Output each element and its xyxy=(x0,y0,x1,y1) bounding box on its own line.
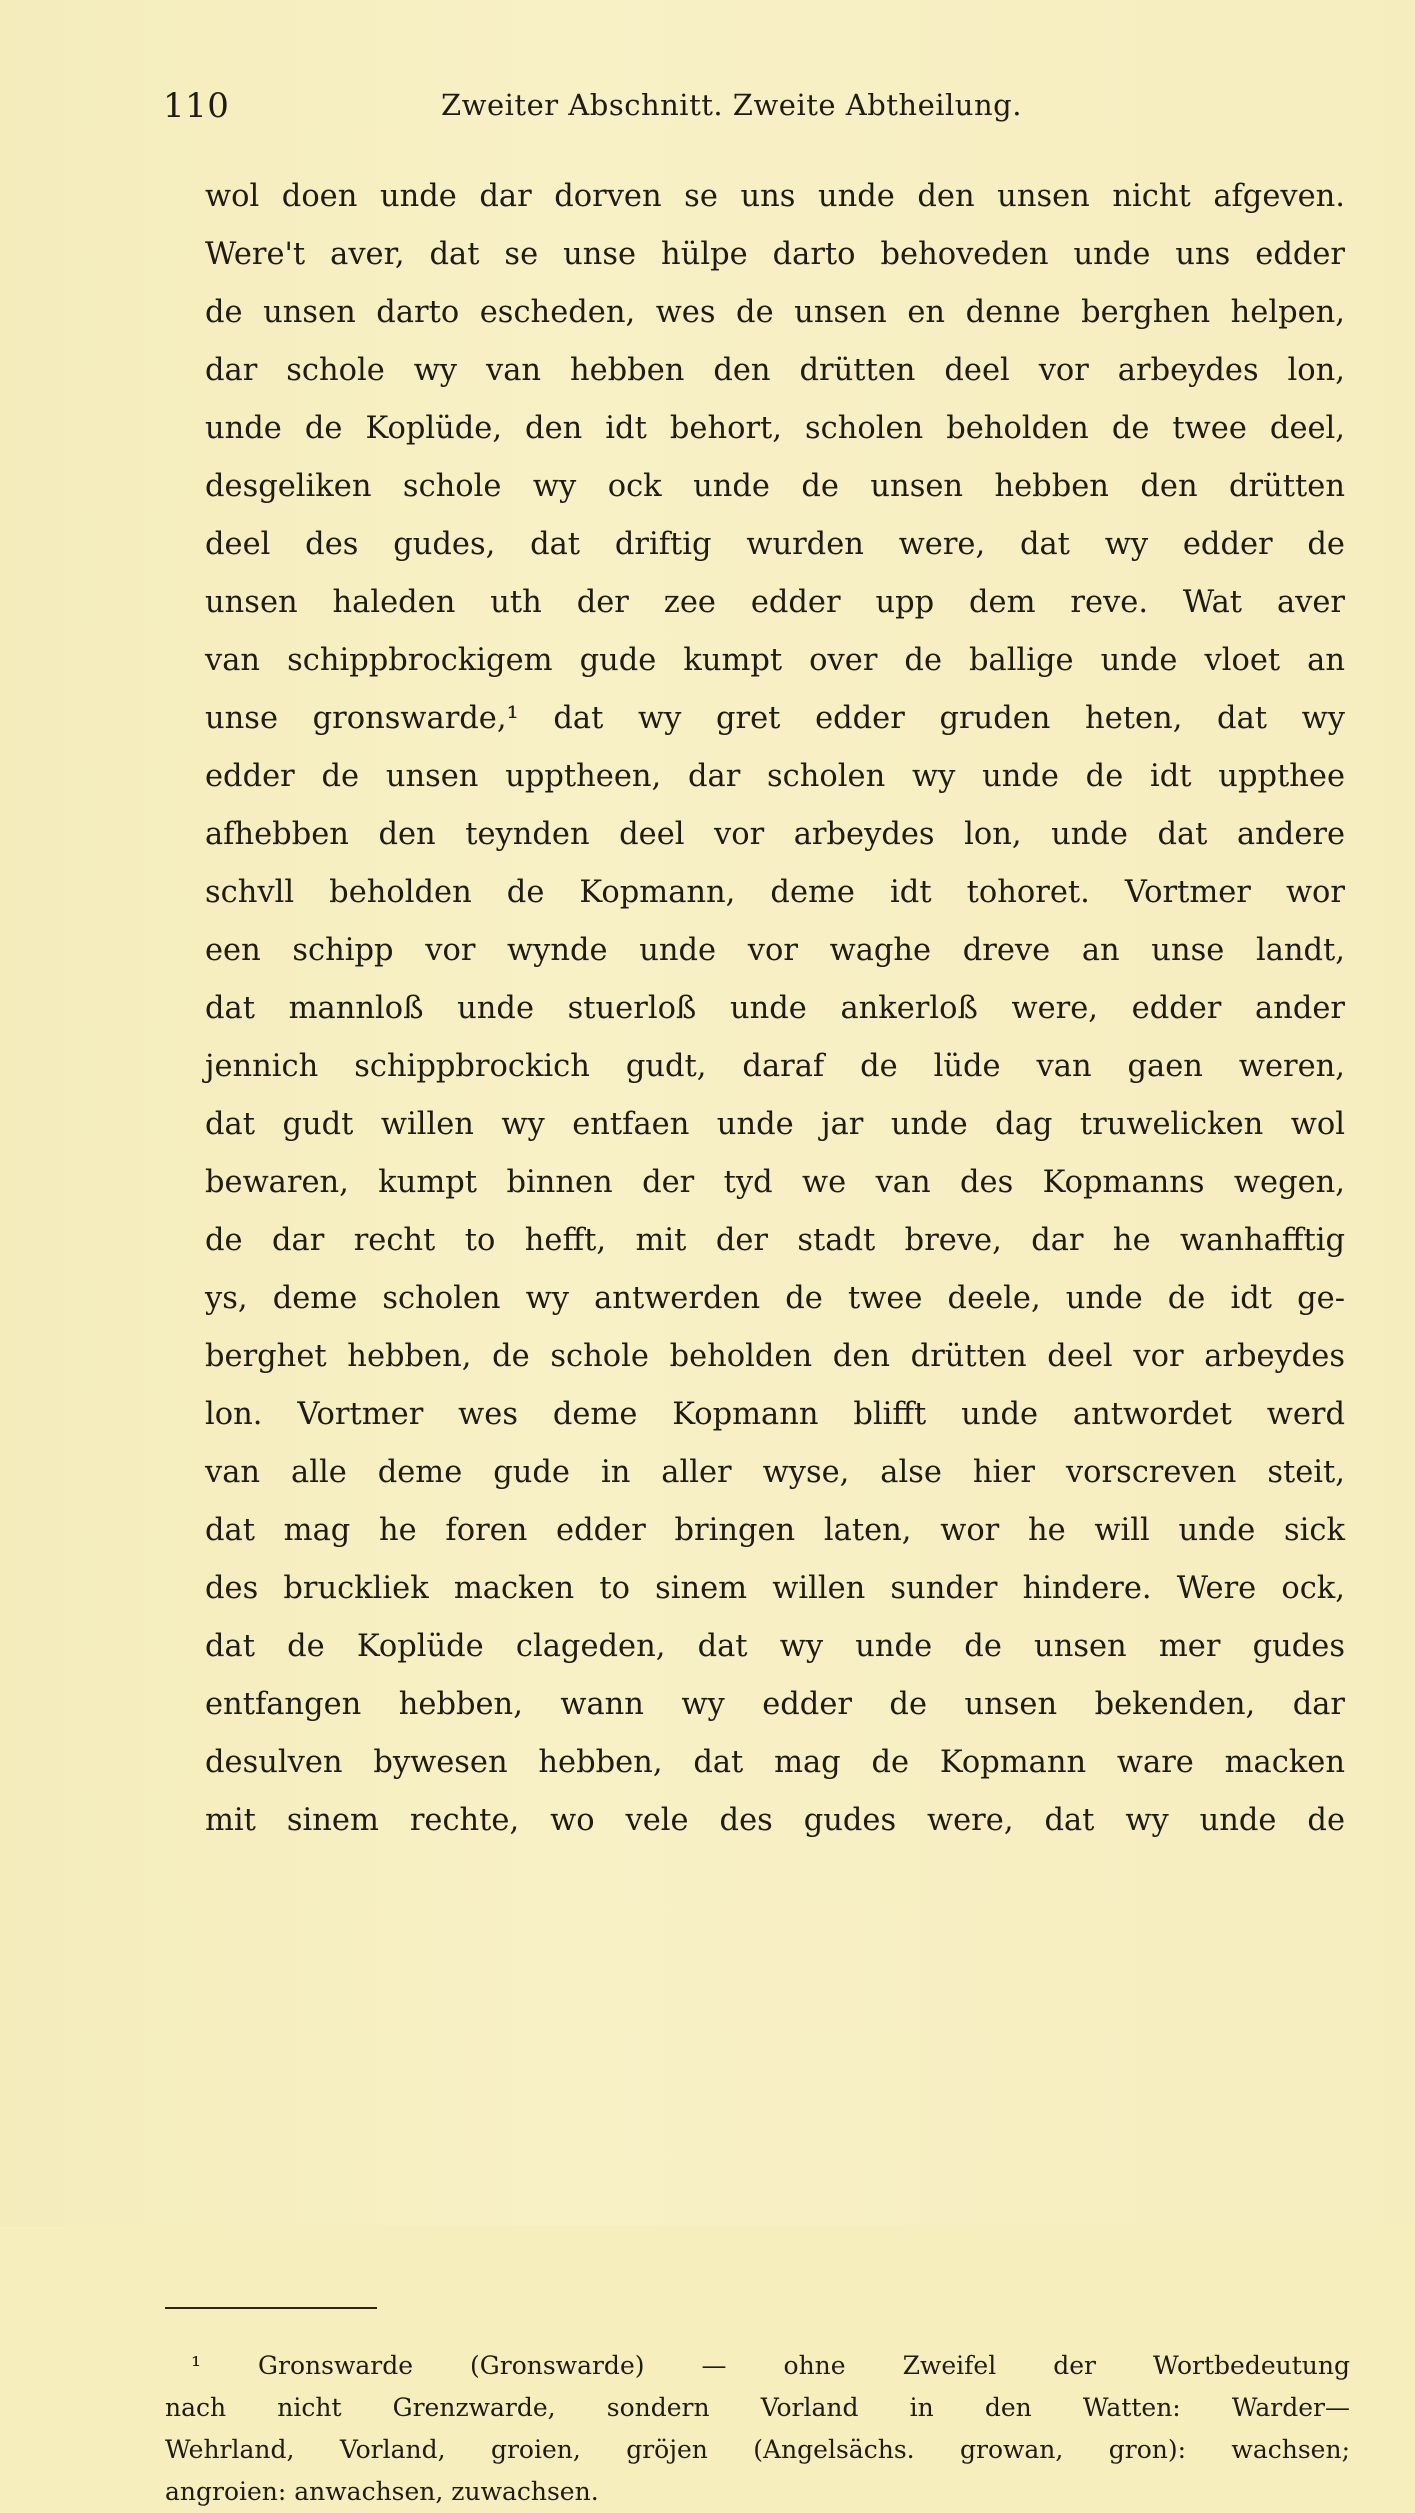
page-number: 110 xyxy=(163,86,230,126)
text-line: unsen haleden uth der zee edder upp dem reve. Wat aver xyxy=(205,585,1345,620)
running-head: Zweiter Abschnitt. Zweite Abtheilung. xyxy=(441,88,1022,122)
text-line: ys, deme scholen wy antwerden de twee deele, unde de idt ge- xyxy=(205,1281,1345,1316)
text-line: van schippbrockigem gude kumpt over de ballige unde vloet an xyxy=(205,643,1345,678)
text-line: een schipp vor wynde unde vor waghe dreve an unse landt, xyxy=(205,933,1345,968)
text-line: lon. Vortmer wes deme Kopmann blifft unde antwordet werd xyxy=(205,1397,1345,1432)
text-line: van alle deme gude in aller wyse, alse hier vorscreven steit, xyxy=(205,1455,1345,1490)
text-line: unse gronswarde,¹ dat wy gret edder gruden heten, dat wy xyxy=(205,701,1345,736)
text-line: unde de Koplüde, den idt behort, scholen beholden de twee deel, xyxy=(205,411,1345,446)
text-line: jennich schippbrockich gudt, daraf de lüde van gaen weren, xyxy=(205,1049,1345,1084)
text-line: dat de Koplüde clageden, dat wy unde de unsen mer gudes xyxy=(205,1629,1345,1664)
text-line: mit sinem rechte, wo vele des gudes were, dat wy unde de xyxy=(205,1803,1345,1838)
text-line: afhebben den teynden deel vor arbeydes lon, unde dat andere xyxy=(205,817,1345,852)
text-line: de dar recht to hefft, mit der stadt breve, dar he wanhafftig xyxy=(205,1223,1345,1258)
text-line: wol doen unde dar dorven se uns unde den unsen nicht afgeven. xyxy=(205,179,1345,214)
footnote-line: angroien: anwachsen, zuwachsen. xyxy=(165,2477,599,2506)
page-header xyxy=(163,86,1353,126)
text-line: desulven bywesen hebben, dat mag de Kopmann ware macken xyxy=(205,1745,1345,1780)
text-line: dat mannloß unde stuerloß unde ankerloß were, edder ander xyxy=(205,991,1345,1026)
text-line: berghet hebben, de schole beholden den drütten deel vor arbeydes xyxy=(205,1339,1345,1374)
text-line: edder de unsen upptheen, dar scholen wy unde de idt uppthee xyxy=(205,759,1345,794)
footnote-line: nach nicht Grenzwarde, sondern Vorland in den Watten: Warder— xyxy=(165,2393,1350,2422)
text-line: des bruckliek macken to sinem willen sunder hindere. Were ock, xyxy=(205,1571,1345,1606)
text-line: dat mag he foren edder bringen laten, wor he will unde sick xyxy=(205,1513,1345,1548)
footnote xyxy=(165,2345,1350,2513)
footnote-line: ¹ Gronswarde (Gronswarde) — ohne Zweifel der Wortbedeutung xyxy=(191,2351,1350,2380)
body-text xyxy=(205,168,1345,1850)
text-line: schvll beholden de Kopmann, deme idt tohoret. Vortmer wor xyxy=(205,875,1345,910)
text-line: deel des gudes, dat driftig wurden were, dat wy edder de xyxy=(205,527,1345,562)
text-line: bewaren, kumpt binnen der tyd we van des Kopmanns wegen, xyxy=(205,1165,1345,1200)
text-line: dar schole wy van hebben den drütten deel vor arbeydes lon, xyxy=(205,353,1345,388)
text-line: Were't aver, dat se unse hülpe darto behoveden unde uns edder xyxy=(205,237,1345,272)
text-line: dat gudt willen wy entfaen unde jar unde dag truwelicken wol xyxy=(205,1107,1345,1142)
text-line: desgeliken schole wy ock unde de unsen hebben den drütten xyxy=(205,469,1345,504)
footnote-divider xyxy=(165,2307,377,2309)
text-line: de unsen darto escheden, wes de unsen en denne berghen helpen, xyxy=(205,295,1345,330)
footnote-line: Wehrland, Vorland, groien, gröjen (Angelsächs. growan, gron): wachsen; xyxy=(165,2435,1350,2464)
text-line: entfangen hebben, wann wy edder de unsen bekenden, dar xyxy=(205,1687,1345,1722)
